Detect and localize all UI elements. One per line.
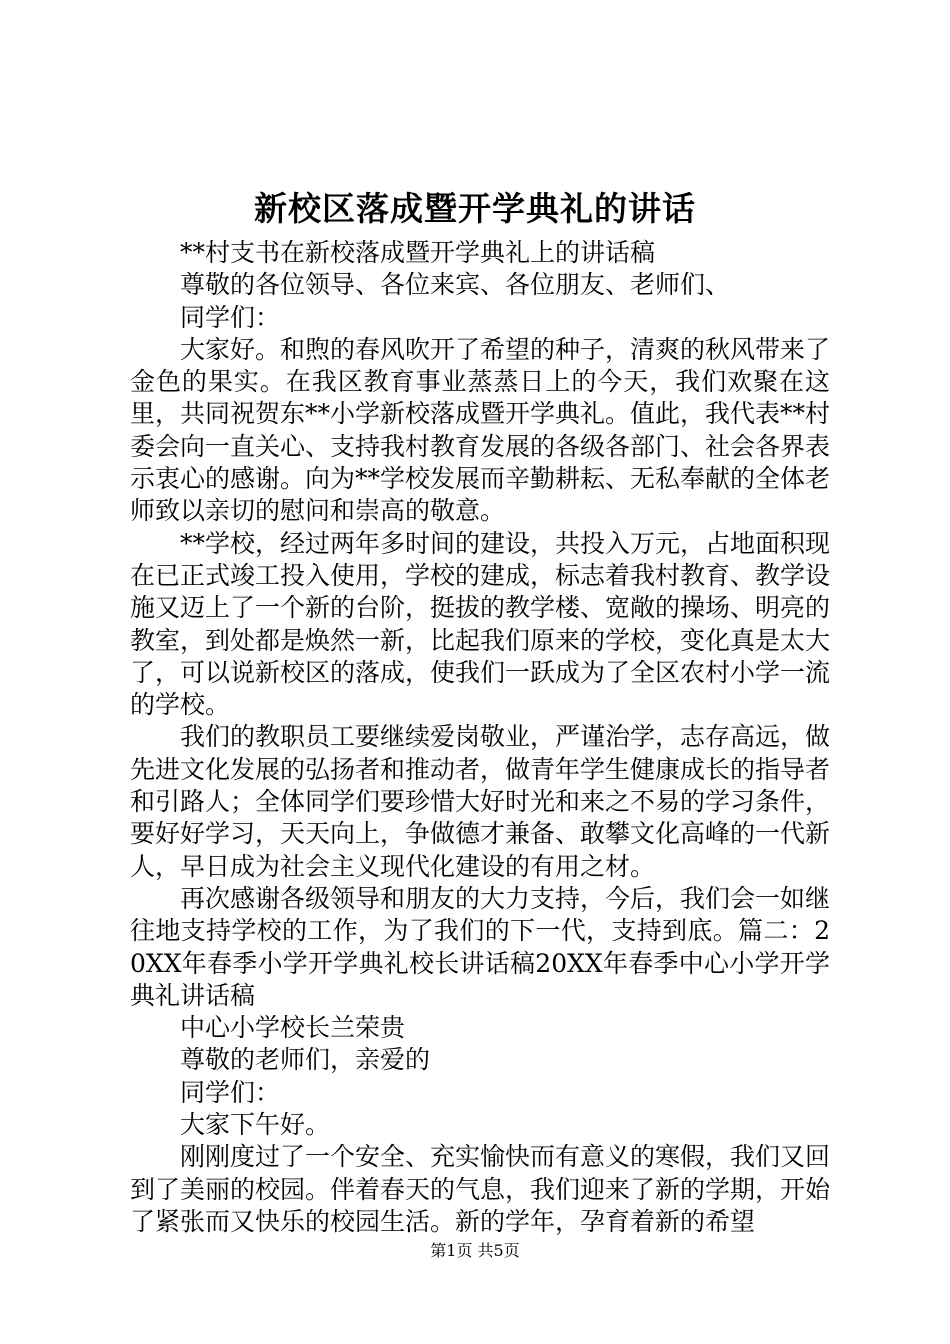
paragraph-new-semester: 刚刚度过了一个安全、充实愉快而有意义的寒假，我们又回到了美丽的校园。伴着春天的气息，我们迎来了新的学期，开始了紧张而又快乐的校园生活。新的学年，孕育着新的希望	[130, 1142, 831, 1236]
paragraph-salutation: 尊敬的各位领导、各位来宾、各位朋友、老师们、	[180, 270, 731, 300]
paragraph-principal: 中心小学校长兰荣贵	[180, 1013, 406, 1043]
document-title: 新校区落成暨开学典礼的讲话	[254, 189, 696, 228]
paragraph-school-construction: **学校，经过两年多时间的建设，共投入万元，占地面积现在已正式竣工投入使用，学校的建成，标志着我村教育、教学设施又迈上了一个新的台阶，挺拔的教学楼、宽敞的操场、明亮的教室，到处都是焕然一新，比起我们原来的学校，变化真是太大了，可以说新校区的落成，使我们一跃成为了全区农村小学一流的学校。	[130, 528, 831, 720]
document-body	[130, 237, 830, 1238]
paragraph-staff-students: 我们的教职员工要继续爱岗敬业，严谨治学，志存高远，做先进文化发展的弘扬者和推动者，做青年学生健康成长的指导者和引路人；全体同学们要珍惜大好时光和来之不易的学习条件，要好好学习，天天向上，争做德才兼备、敢攀文化高峰的一代新人，早日成为社会主义现代化建设的有用之材。	[130, 722, 831, 881]
paragraph-speech-heading: **村支书在新校落成暨开学典礼上的讲话稿	[180, 238, 656, 267]
paragraph-afternoon-greeting: 大家下午好。	[180, 1110, 331, 1140]
paragraph-salutation-2: 尊敬的老师们，亲爱的	[180, 1045, 431, 1075]
paragraph-salutation-students: 同学们：	[180, 302, 281, 332]
paragraph-salutation-students-2: 同学们：	[180, 1077, 281, 1107]
paragraph-greeting: 大家好。和煦的春风吹开了希望的种子，清爽的秋风带来了金色的果实。在我区教育事业蒸蒸日上的今天，我们欢聚在这里，共同祝贺东**小学新校落成暨开学典礼。值此，我代表**村委会向一直关心、支持我村教育发展的各级各部门、社会各界表示衷心的感谢。向为**学校发展而辛勤耕耘、无私奉献的全体老师致以亲切的慰问和崇高的敬意。	[130, 334, 831, 526]
paragraph-thanks: 再次感谢各级领导和朋友的大力支持，今后，我们会一如继往地支持学校的工作，为了我们的下一代，支持到底。篇二：20XX年春季小学开学典礼校长讲话稿20XX年春季中心小学开学典礼讲话稿	[130, 883, 831, 1010]
page-number: 第1页 共5页	[430, 1241, 520, 1260]
